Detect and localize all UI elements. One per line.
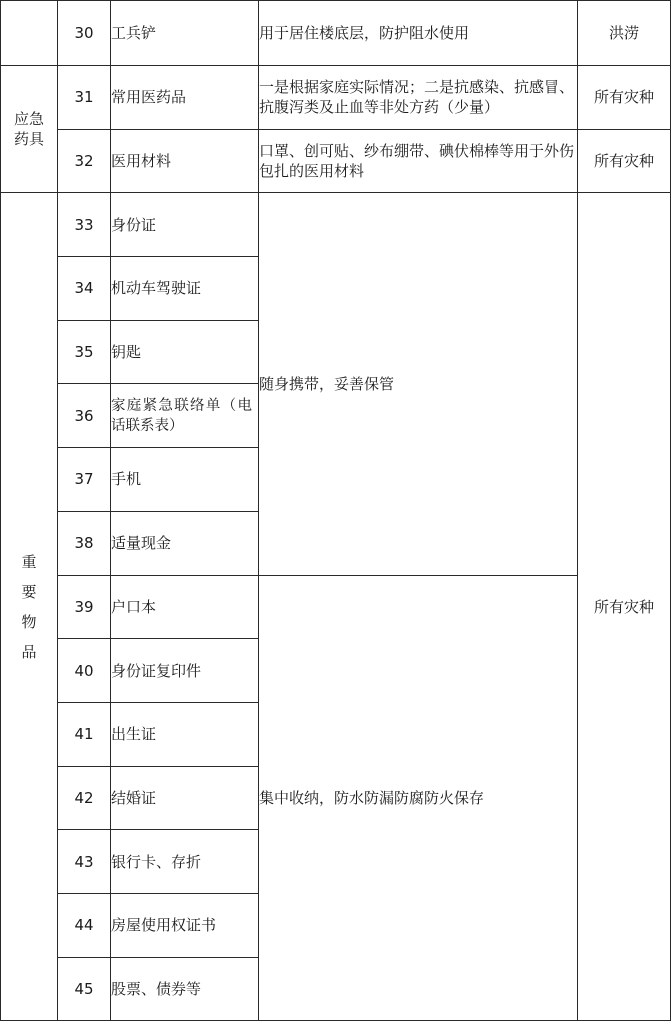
item-name: 适量现金 (111, 511, 259, 575)
item-name: 钥匙 (111, 320, 259, 384)
item-note: 口罩、创可贴、纱布绷带、碘伏棉棒等用于外伤包扎的医用材料 (259, 129, 578, 193)
category-important-char: 重 (21, 552, 37, 571)
category-important (1, 193, 58, 1021)
table-row (1, 193, 671, 257)
category-medicine (1, 66, 58, 193)
row-number: 38 (58, 511, 111, 575)
hazard-type: 洪涝 (578, 1, 671, 66)
item-note: 一是根据家庭实际情况；二是抗感染、抗感冒、抗腹泻类及止血等非处方药（少量） (259, 66, 578, 130)
item-name: 医用材料 (111, 129, 259, 193)
item-name: 房屋使用权证书 (111, 893, 259, 957)
hazard-type: 所有灾种 (578, 66, 671, 130)
row-number: 33 (58, 193, 111, 257)
row-number: 45 (58, 957, 111, 1021)
item-name: 家庭紧急联络单（电话联系表） (111, 384, 259, 448)
item-name: 出生证 (111, 702, 259, 766)
row-number: 34 (58, 257, 111, 321)
row-number: 44 (58, 893, 111, 957)
item-name: 工兵铲 (111, 1, 259, 66)
table-row (1, 66, 671, 130)
row-number: 32 (58, 129, 111, 193)
table-row (1, 575, 671, 639)
row-number: 36 (58, 384, 111, 448)
row-number: 31 (58, 66, 111, 130)
table-row (1, 129, 671, 193)
group-note-carry: 随身携带，妥善保管 (259, 193, 578, 575)
row-number: 42 (58, 766, 111, 830)
category-cell-empty (1, 1, 58, 66)
row-number: 39 (58, 575, 111, 639)
item-name: 身份证复印件 (111, 639, 259, 703)
group-note-store: 集中收纳，防水防漏防腐防火保存 (259, 575, 578, 1021)
item-note: 用于居住楼底层，防护阻水使用 (259, 1, 578, 66)
group-hazard-type: 所有灾种 (578, 193, 671, 1021)
item-name: 身份证 (111, 193, 259, 257)
item-name: 银行卡、存折 (111, 830, 259, 894)
row-number: 30 (58, 1, 111, 66)
row-number: 35 (58, 320, 111, 384)
hazard-type: 所有灾种 (578, 129, 671, 193)
item-name: 机动车驾驶证 (111, 257, 259, 321)
item-name: 手机 (111, 448, 259, 512)
table-row (1, 1, 671, 66)
row-number: 40 (58, 639, 111, 703)
category-important-char: 要 (21, 582, 37, 601)
item-name: 户口本 (111, 575, 259, 639)
category-important-char: 品 (21, 642, 37, 661)
category-important-char: 物 (21, 612, 37, 631)
item-name: 股票、债券等 (111, 957, 259, 1021)
row-number: 41 (58, 702, 111, 766)
row-number: 37 (58, 448, 111, 512)
item-name: 常用医药品 (111, 66, 259, 130)
item-name: 结婚证 (111, 766, 259, 830)
row-number: 43 (58, 830, 111, 894)
category-medicine-line-2: 药具 (13, 130, 44, 149)
category-medicine-line-1: 应急 (13, 110, 44, 129)
